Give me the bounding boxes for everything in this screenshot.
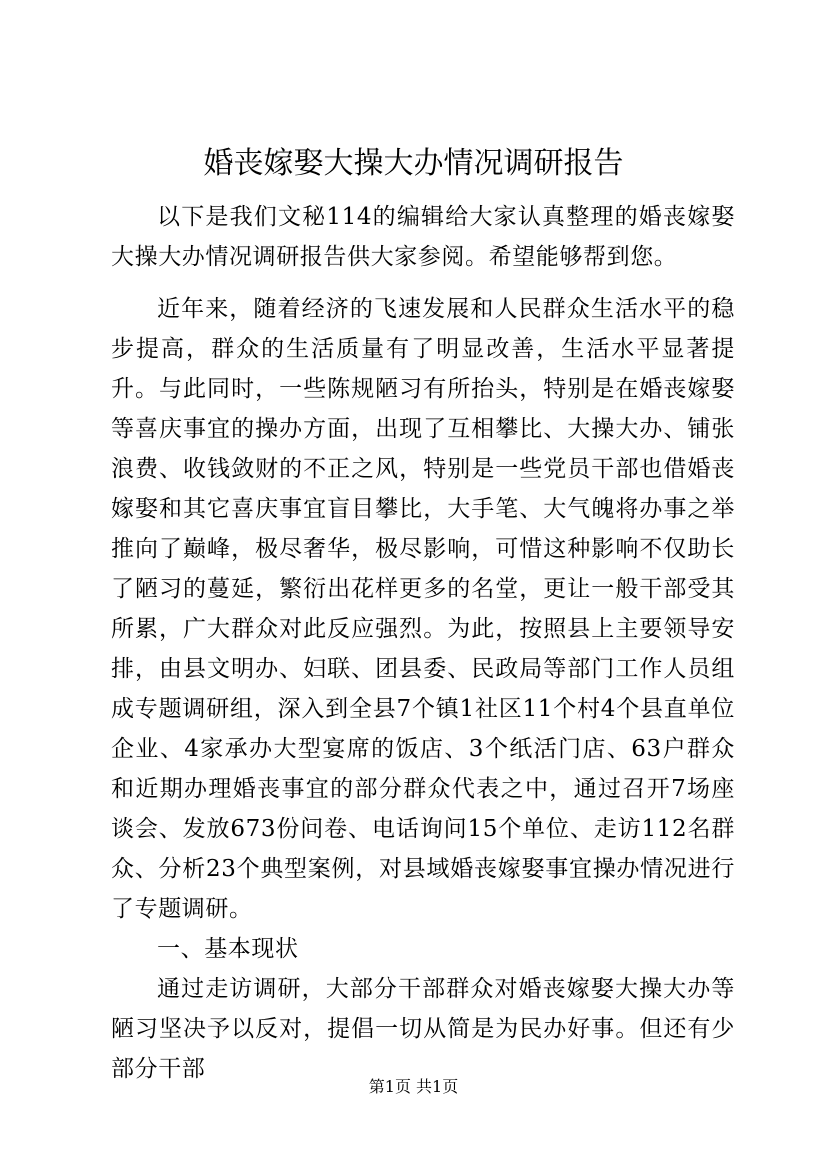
body-paragraph: 近年来，随着经济的飞速发展和人民群众生活水平的稳步提高，群众的生活质量有了明显改善，生活水平显著提升。与此同时，一些陈规陋习有所抬头，特别是在婚丧嫁娶等喜庆事宜的操办方面，出现了互相攀比、大操大办、铺张浪费、收钱敛财的不正之风，特别是一些党员干部也借婚丧嫁娶和其它喜庆事宜盲目攀比，大手笔、大气魄将办事之举推向了巅峰，极尽奢华，极尽影响，可惜这种影响不仅助长了陋习的蔓延，繁衍出花样更多的名堂，更让一般干部受其所累，广大群众对此反应强烈。为此，按照县上主要领导安排，由县文明办、妇联、团县委、民政局等部门工作人员组成专题调研组，深入到全县7个镇1社区11个村4个县直单位企业、4家承办大型宴席的饭店、3个纸活门店、63户群众和近期办理婚丧事宜的部分群众代表之中，通过召开7场座谈会、发放673份问卷、电话询问15个单位、走访112名群众、分析23个典型案例，对县域婚丧嫁娶事宜操办情况进行了专题调研。 <box>111 296 735 922</box>
section-heading: 一、基本现状 <box>157 936 299 962</box>
document-body <box>111 197 735 1089</box>
intro-paragraph: 以下是我们文秘114的编辑给大家认真整理的婚丧嫁娶大操大办情况调研报告供大家参阅。希望能够帮到您。 <box>111 204 735 270</box>
body-paragraph: 通过走访调研，大部分干部群众对婚丧嫁娶大操大办等陋习坚决予以反对，提倡一切从简是为民办好事。但还有少部分干部 <box>111 976 735 1082</box>
document-title: 婚丧嫁娶大操大办情况调研报告 <box>203 146 624 181</box>
page-number: 第1页 共1页 <box>368 1077 459 1096</box>
